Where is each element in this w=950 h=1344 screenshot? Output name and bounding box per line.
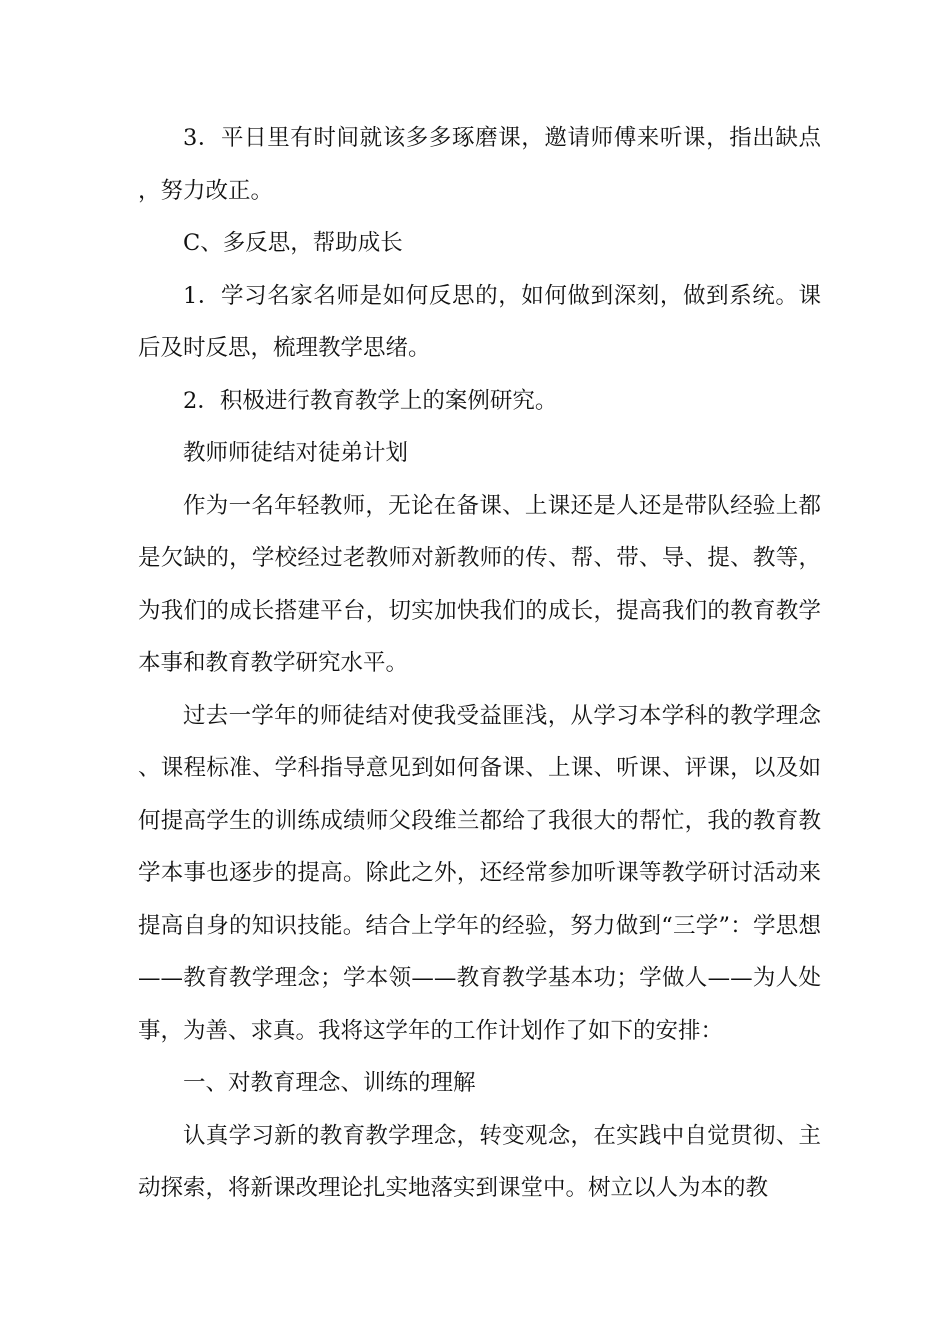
paragraph-reflect-2: 2．积极进行教育教学上的案例研究。: [183, 387, 558, 414]
document-body: [138, 112, 821, 1215]
paragraph-review: 过去一学年的师徒结对使我受益匪浅，从学习本学科的教学理念、课程标准、学科指导意见到如何备课、上课、听课、评课，以及如何提高学生的训练成绩师父段维兰都给了我很大的帮忙，我的教育教学本事也逐步的提高。除此之外，还经常参加听课等教学研讨活动来提高自身的知识技能。结合上学年的经验，努力做到“三学”：学思想——教育教学理念；学本领——教育教学基本功；学做人——为人处事，为善、求真。我将这学年的工作计划作了如下的安排：: [138, 702, 821, 1044]
section-heading-c: C、多反思，帮助成长: [183, 230, 403, 256]
paragraph-reflect-1: 1．学习名家名师是如何反思的，如何做到深刻，做到系统。课后及时反思，梳理教学思绪。: [138, 282, 821, 361]
document-title: 教师师徒结对徒弟计划: [183, 440, 409, 466]
paragraph-intro: 作为一名年轻教师，无论在备课、上课还是人还是带队经验上都是欠缺的，学校经过老教师对新教师的传、帮、带、导、提、教等，为我们的成长搭建平台，切实加快我们的成长，提高我们的教育教学本事和教育教学研究水平。: [138, 492, 821, 676]
paragraph-step-3: 3．平日里有时间就该多多琢磨课，邀请师傅来听课，指出缺点，努力改正。: [138, 125, 821, 204]
section-heading-1: 一、对教育理念、训练的理解: [183, 1070, 476, 1096]
paragraph-learning: 认真学习新的教育教学理念，转变观念，在实践中自觉贯彻、主动探索，将新课改理论扎实地落实到课堂中。树立以人为本的教: [138, 1122, 821, 1201]
